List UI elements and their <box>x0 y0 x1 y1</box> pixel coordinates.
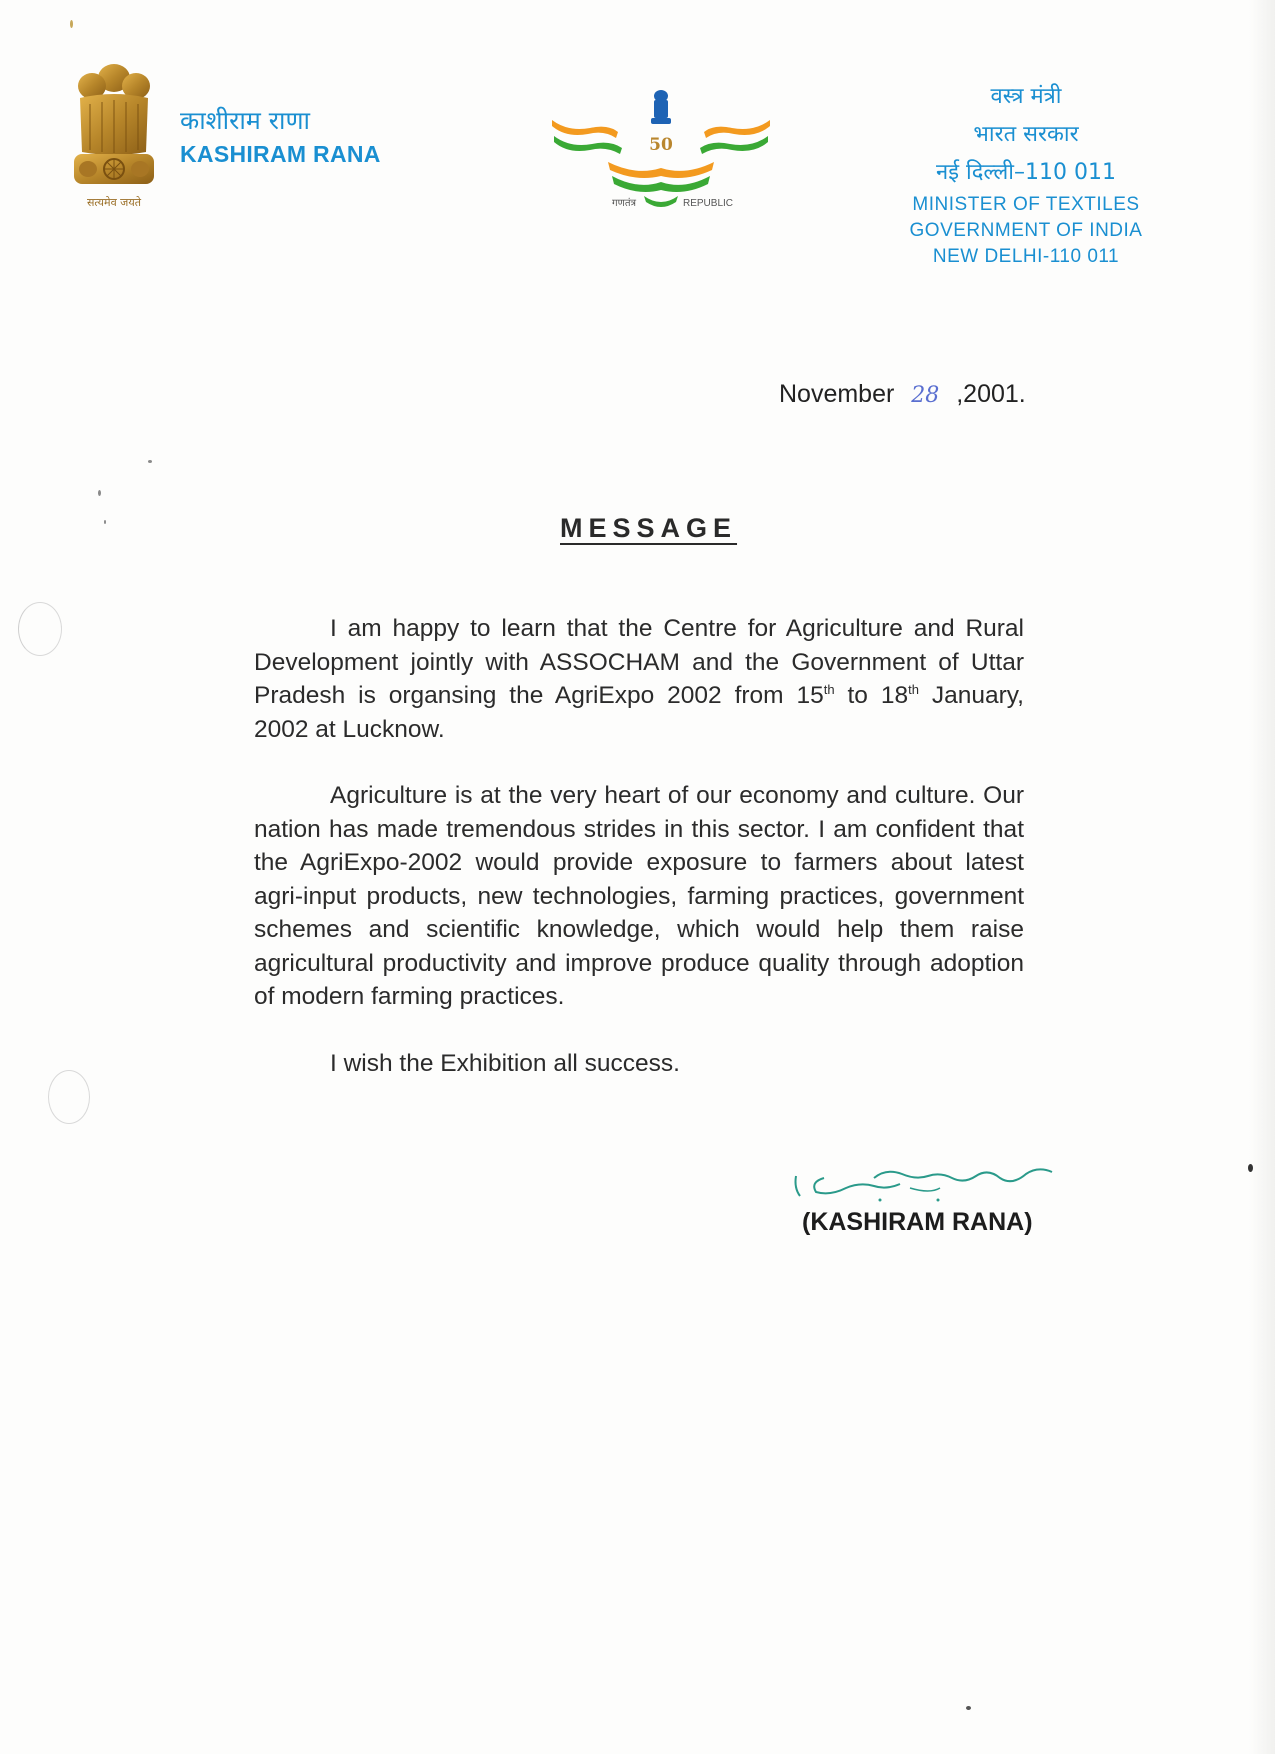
address-hindi-line-3: नई दिल्ली–110 011 <box>936 160 1116 185</box>
scan-speck <box>104 520 106 524</box>
sender-name-hindi: काशीराम राणा <box>180 106 310 135</box>
paragraph-1-part-1: I am happy to learn that the Centre for Agriculture and Rural Development jointly with ASSOCHAM and the Government of Uttar Pradesh is organsing the AgriExpo 2002 from 15 <box>254 615 1024 709</box>
date-month: November <box>779 380 895 408</box>
punch-hole-mark <box>48 1070 90 1124</box>
paragraph-1-part-2: to 18 <box>834 682 909 709</box>
logo-right-text: REPUBLIC <box>682 198 734 209</box>
date-year: ,2001. <box>956 380 1026 408</box>
scan-speck <box>966 1706 971 1710</box>
address-hindi-line-2: भारत सरकार <box>973 122 1079 147</box>
handwritten-signature <box>790 1148 1070 1204</box>
paragraph-1 <box>254 612 1024 746</box>
national-emblem-icon <box>66 60 162 212</box>
office-address-block <box>895 78 1157 270</box>
scan-speck <box>148 460 152 463</box>
paragraph-3: I wish the Exhibition all success. <box>330 1049 680 1077</box>
emblem-motto: सत्यमेव जयते <box>86 196 142 209</box>
message-heading: MESSAGE <box>560 513 738 543</box>
address-english-line-2: GOVERNMENT OF INDIA <box>909 220 1143 241</box>
sender-name-english: KASHIRAM RANA <box>180 141 381 167</box>
scan-speck <box>98 490 101 496</box>
scan-edge-shadow <box>1249 0 1275 1754</box>
scan-speck <box>70 20 73 28</box>
date-day-handwritten: 28 <box>911 383 940 408</box>
logo-left-text: गणतंत्र <box>611 198 637 209</box>
address-hindi-line-1: वस्त्र मंत्री <box>990 84 1062 109</box>
paragraph-1-part-3: January, 2002 at Lucknow. <box>254 682 1024 743</box>
ordinal-suffix: th <box>823 681 835 697</box>
punch-hole-mark <box>18 602 62 656</box>
ordinal-suffix: th <box>908 681 919 697</box>
signatory-name: (KASHIRAM RANA) <box>802 1208 1033 1236</box>
paragraph-2: Agriculture is at the very heart of our economy and culture. Our nation has made tremendous strides in this sector. I am confident that the AgriExpo-2002 would provide exposure to farmers about latest agri-input products, new technologies, farming practices, government schemes and scientific knowledge, which would help them raise agricultural productivity and improve produce quality through adoption of modern farming practices. <box>254 782 1024 1010</box>
scan-speck <box>1248 1164 1253 1172</box>
address-english-line-3: NEW DELHI-110 011 <box>932 246 1120 267</box>
message-body <box>254 612 1024 1113</box>
sender-name-block <box>180 104 381 170</box>
logo-number: 50 <box>649 135 673 155</box>
letter-date <box>779 380 1026 409</box>
republic-50-logo-icon <box>546 86 776 216</box>
address-english-line-1: MINISTER OF TEXTILES <box>912 194 1140 215</box>
